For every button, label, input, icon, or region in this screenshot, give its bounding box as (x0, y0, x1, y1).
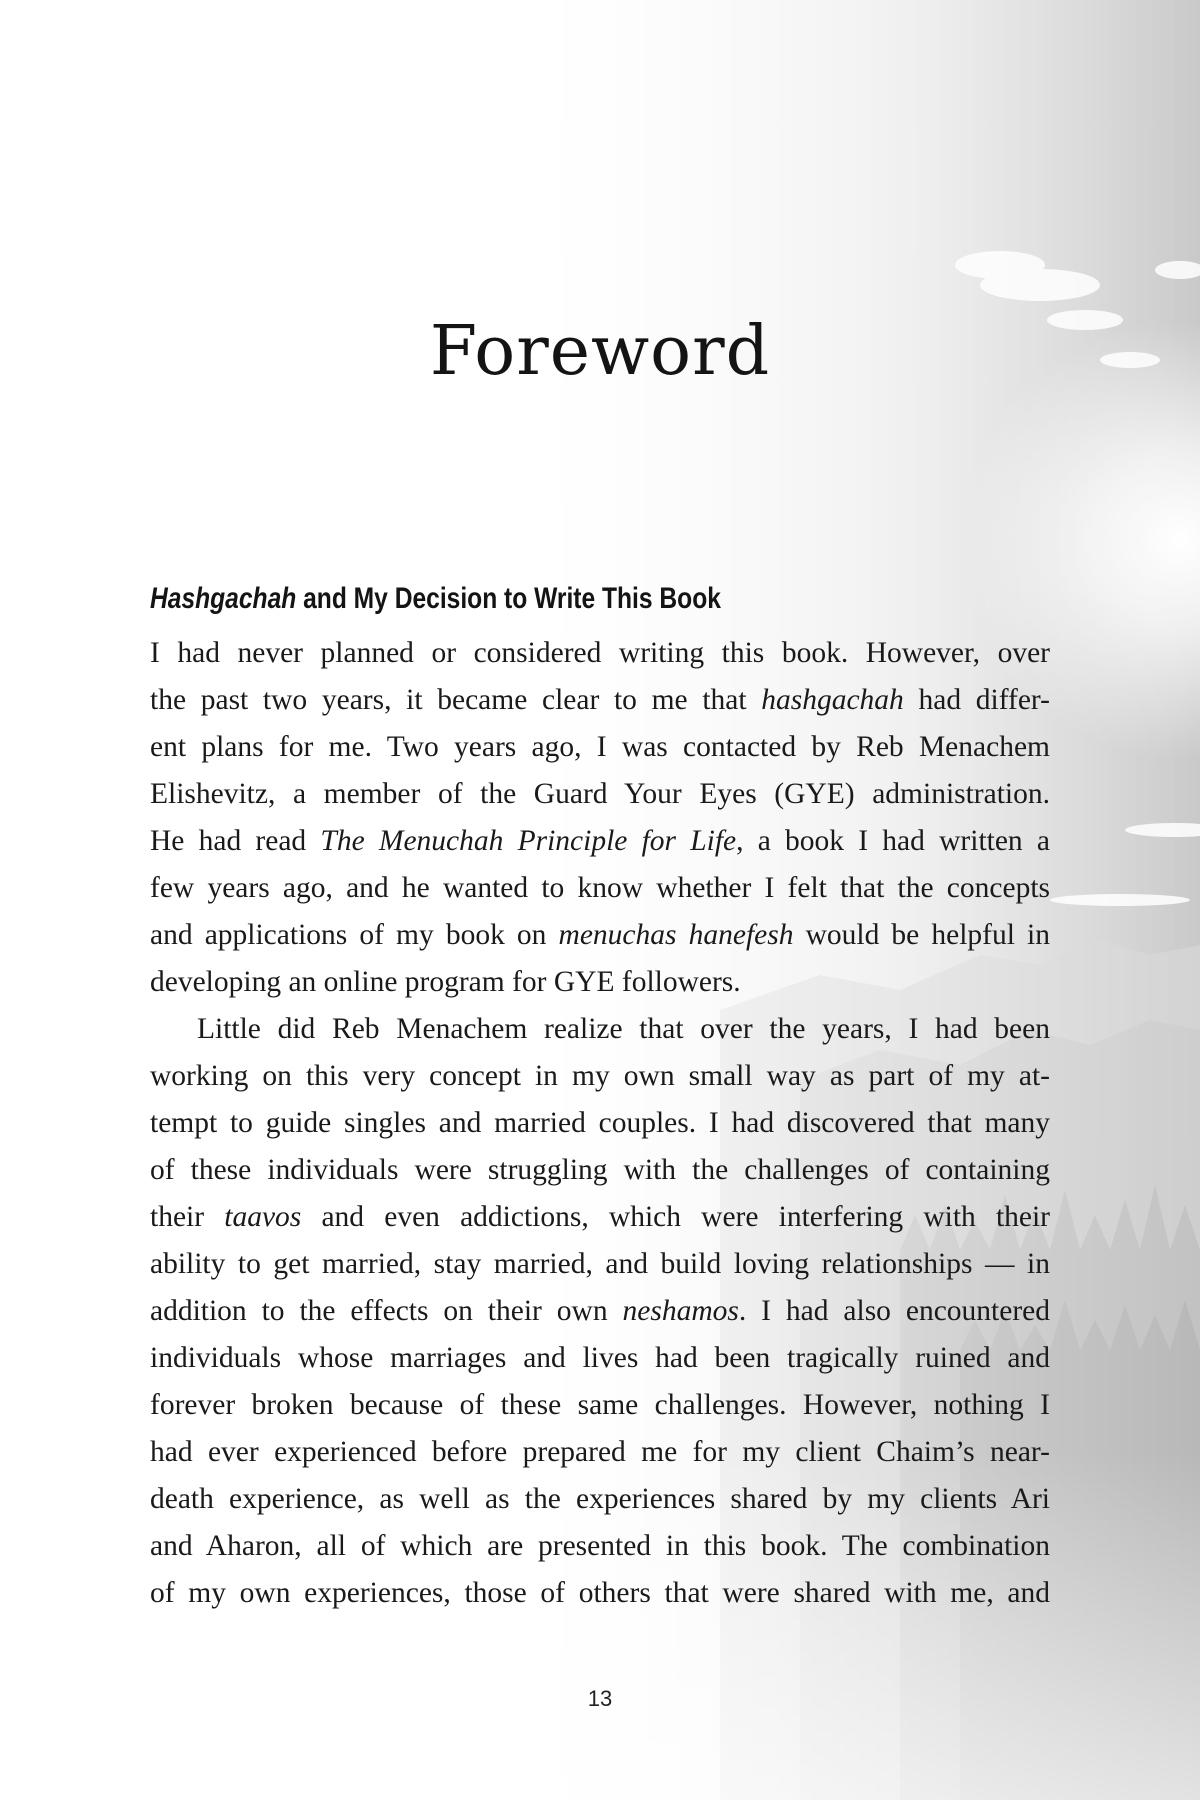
section-heading (150, 575, 888, 623)
text-line: addition to the effects on their own neshamos. I had also encountered (150, 1295, 1050, 1327)
text-line: Elishevitz, a member of the Guard Your Eyes (GYE) administration. (150, 778, 1050, 810)
text-line: He had read The Menuchah Principle for Life, a book I had written a (150, 825, 1050, 857)
section-heading-text: and My Decision to Write This Book (296, 582, 721, 615)
text-line: I had never planned or considered writing this book. However, over (150, 637, 1050, 669)
text-line: few years ago, and he wanted to know whether I felt that the concepts (150, 872, 1050, 904)
text-line: forever broken because of these same challenges. However, nothing I (150, 1389, 1050, 1421)
text-line: ent plans for me. Two years ago, I was contacted by Reb Menachem (150, 731, 1050, 763)
text-line: working on this very concept in my own small way as part of my at- (150, 1060, 1050, 1092)
italic-term: taavos (224, 1201, 302, 1233)
text-line: their taavos and even addictions, which were interfering with their (150, 1201, 1051, 1233)
text-line: and applications of my book on menuchas hanefesh would be helpful in (150, 919, 1050, 951)
text-line: individuals whose marriages and lives had been tragically ruined and (150, 1342, 1050, 1374)
section-heading-italic: Hashgachah (150, 582, 297, 615)
page-title: Foreword (429, 312, 771, 391)
paragraph-2 (150, 1006, 1050, 1617)
text-line: Little did Reb Menachem realize that over the years, I had been (197, 1013, 1050, 1045)
text-line: tempt to guide singles and married couples. I had discovered that many (150, 1107, 1050, 1139)
text-line: of these individuals were struggling with the challenges of containing (150, 1154, 1050, 1186)
text-line: ability to get married, stay married, and build loving relationships — in (150, 1248, 1050, 1280)
text-line: the past two years, it became clear to me that hashgachah had differ- (150, 684, 1050, 716)
italic-term: hashgachah (761, 684, 904, 716)
text-line: death experience, as well as the experiences shared by my clients Ari (150, 1483, 1050, 1515)
italic-term: The Menuchah Principle for Life (320, 825, 737, 857)
body-text (150, 575, 1050, 1617)
text-line: and Aharon, all of which are presented in this book. The combination (150, 1530, 1050, 1562)
text-line: developing an online program for GYE followers. (150, 966, 741, 998)
italic-term: menuchas hanefesh (558, 919, 794, 951)
text-line: had ever experienced before prepared me for my client Chaim’s near- (150, 1436, 1050, 1468)
paragraph-1 (150, 630, 1050, 1006)
text-line: of my own experiences, those of others that were shared with me, and (150, 1577, 1050, 1609)
page-number: 13 (587, 1686, 613, 1711)
italic-term: neshamos (622, 1295, 739, 1327)
